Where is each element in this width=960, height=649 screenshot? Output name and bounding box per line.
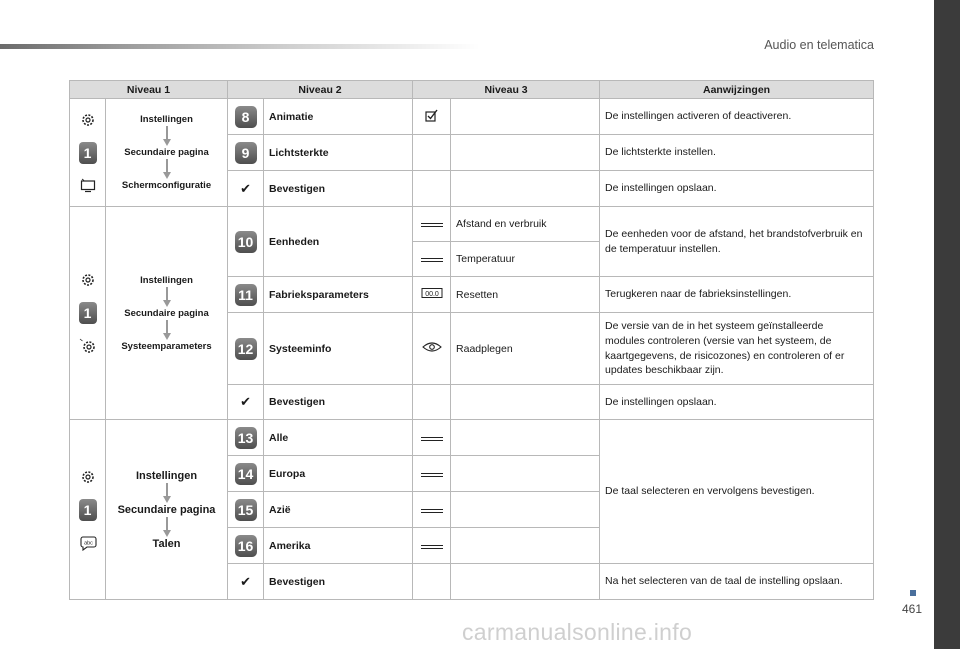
header-aanwijzingen: Aanwijzingen [600,81,874,99]
icon-cell [413,171,451,207]
language-icon [79,535,97,551]
option-cell [451,385,600,420]
level2-top-label: Instellingen [140,114,193,125]
list-bar-icon [421,545,443,549]
icon-cell [413,420,451,456]
option-cell [451,456,600,492]
level2-cell [106,420,228,600]
level3-label: Europa [264,456,413,492]
step-badge: 16 [235,535,257,557]
gear-icon [80,469,96,485]
level3-label: Fabrieksparameters [264,277,413,313]
settings-table [69,80,874,600]
list-bar-icon [421,223,443,227]
header-niveau-3: Niveau 3 [413,81,600,99]
level3-label: Alle [264,420,413,456]
table-row [70,99,874,135]
level2-bottom-label: Systeemparameters [121,340,212,352]
step-number-cell [228,207,264,277]
page-marker [910,590,916,596]
step-number-cell [228,277,264,313]
note-cell: De instellingen opslaan. [600,385,874,420]
system-gear-icon [79,338,97,354]
svg-text:abc: abc [83,540,93,546]
step-number-cell [228,492,264,528]
step-badge: 13 [235,427,257,449]
toggle-check-icon [425,108,439,122]
option-cell: Temperatuur [451,242,600,277]
gear-icon [80,112,96,128]
icon-cell [413,456,451,492]
option-cell [451,528,600,564]
arrow-down-icon [162,125,172,147]
note-cell: Terugkeren naar de fabrieksinstellingen. [600,277,874,313]
arrow-down-icon [162,482,172,504]
step-badge: 10 [235,231,257,253]
arrow-down-icon [162,286,172,308]
option-cell: Raadplegen [451,313,600,385]
page-number: 461 [901,602,922,616]
icon-cell [413,99,451,135]
icon-cell [413,528,451,564]
option-cell [451,99,600,135]
step-badge: 1 [79,142,97,164]
step-number-cell [228,313,264,385]
list-bar-icon [421,473,443,477]
option-cell [451,564,600,600]
level3-label: Amerika [264,528,413,564]
level3-label: Bevestigen [264,564,413,600]
list-bar-icon [421,509,443,513]
table-row [70,420,874,456]
note-cell: De instellingen opslaan. [600,171,874,207]
level2-mid-label: Secundaire pagina [117,503,216,516]
check-cell [228,385,264,420]
svg-text:00.0: 00.0 [424,291,439,298]
step-number-cell [228,99,264,135]
option-cell: Afstand en verbruik [451,207,600,242]
icon-cell [413,135,451,171]
list-bar-icon [421,437,443,441]
screen-config-icon [80,178,96,194]
level3-label: Systeeminfo [264,313,413,385]
eye-icon [422,341,442,353]
level2-bottom-label: Talen [152,537,181,550]
arrow-down-icon [162,158,172,180]
option-cell [451,135,600,171]
step-badge: 12 [235,338,257,360]
reset-icon [421,287,443,299]
icon-cell [413,242,451,277]
option-cell: Resetten [451,277,600,313]
icon-cell [413,385,451,420]
level3-label: Azië [264,492,413,528]
checkmark-icon: ✔ [240,573,251,589]
list-bar-icon [421,258,443,262]
option-cell [451,171,600,207]
note-cell: Na het selecteren van de taal de instelling opslaan. [600,564,874,600]
level1-cell [70,207,106,420]
step-number-cell [228,135,264,171]
page-side-bar [934,0,960,649]
level2-top-label: Instellingen [135,469,198,482]
level3-label: Bevestigen [264,385,413,420]
level3-label: Animatie [264,99,413,135]
step-number-cell [228,456,264,492]
checkmark-icon: ✔ [240,394,251,409]
level2-top-label: Instellingen [140,274,193,286]
icon-cell [413,564,451,600]
level3-label: Bevestigen [264,171,413,207]
section-title: Audio en telematica [764,38,874,52]
level3-label: Eenheden [264,207,413,277]
icon-cell [413,492,451,528]
note-cell: De instellingen activeren of deactiveren. [600,99,874,135]
level2-bottom-label: Schermconfiguratie [121,180,212,191]
icon-cell [413,313,451,385]
level2-cell [106,99,228,207]
level1-cell [70,420,106,600]
table-row [70,207,874,242]
step-badge: 15 [235,499,257,521]
level1-cell [70,99,106,207]
step-badge: 1 [79,499,97,521]
step-badge: 8 [235,106,257,128]
step-badge: 9 [235,142,257,164]
note-cell: De taal selecteren en vervolgens bevestigen. [600,420,874,564]
arrow-down-icon [162,319,172,341]
check-cell [228,564,264,600]
note-cell: De lichtsterkte instellen. [600,135,874,171]
step-badge: 14 [235,463,257,485]
step-number-cell [228,528,264,564]
level3-label: Lichtsterkte [264,135,413,171]
note-cell: De versie van de in het systeem geïnstalleerde modules controleren (versie van het systeem, de kaartgegevens, de risicozones) en controleren of er updates beschikbaar zijn. [600,313,874,385]
gear-icon [80,272,96,288]
level2-mid-label: Secundaire pagina [124,307,209,319]
option-cell [451,420,600,456]
step-badge: 11 [235,284,257,306]
note-cell: De eenheden voor de afstand, het brandstofverbruik en de temperatuur instellen. [600,207,874,277]
arrow-down-icon [162,516,172,538]
header-gradient-bar [0,44,480,49]
option-cell [451,492,600,528]
step-badge: 1 [79,302,97,324]
header-niveau-2: Niveau 2 [228,81,413,99]
level2-cell [106,207,228,420]
icon-cell [413,277,451,313]
step-number-cell [228,420,264,456]
checkmark-icon: ✔ [240,180,251,196]
header-niveau-1: Niveau 1 [70,81,228,99]
check-cell [228,171,264,207]
table-header-row [70,81,874,99]
level2-mid-label: Secundaire pagina [124,147,209,158]
watermark: carmanualsonline.info [462,619,693,645]
icon-cell [413,207,451,242]
